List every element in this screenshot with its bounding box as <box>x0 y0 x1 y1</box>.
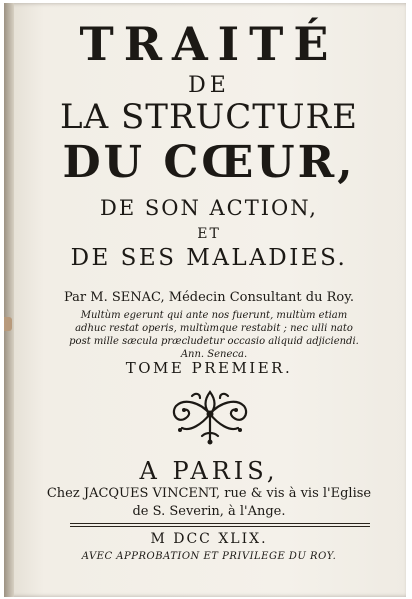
divider-rule <box>70 526 370 527</box>
epigraph: Multùm egerunt qui ante nos fuerunt, multùm etiam adhuc restat operis, multùmque restabit ; nec ulli nato post mille sæcula præcludetur occasio aliquid adjiciendi. Ann. Seneca. <box>69 310 359 360</box>
title-line-7: DE SES MALADIES. <box>70 245 348 271</box>
title-line-1: TRAITÉ <box>79 17 339 71</box>
title-line-6: ET <box>197 226 221 242</box>
title-line-3: LA STRUCTURE <box>60 97 358 137</box>
title-line-4: DU CŒUR, <box>62 137 356 188</box>
page-tab <box>4 317 12 331</box>
divider-rule <box>70 523 370 524</box>
city: A PARIS, <box>139 457 279 485</box>
author-line: Par M. SENAC, Médecin Consultant du Roy. <box>64 290 354 305</box>
title-line-5: DE SON ACTION, <box>100 196 318 220</box>
book-spine <box>4 3 14 597</box>
publisher-line-2: de S. Severin, à l'Ange. <box>132 504 286 519</box>
title-page <box>4 3 406 597</box>
floral-ornament-icon <box>170 384 250 446</box>
publication-year: M DCC XLIX. <box>150 531 268 547</box>
title-line-2: DE <box>188 73 230 98</box>
volume-label: TOME PREMIER. <box>125 359 293 377</box>
privilege-line: AVEC APPROBATION ET PRIVILEGE DU ROY. <box>81 551 337 562</box>
publisher-line-1: Chez JACQUES VINCENT, rue & vis à vis l'Eglise <box>46 486 372 501</box>
